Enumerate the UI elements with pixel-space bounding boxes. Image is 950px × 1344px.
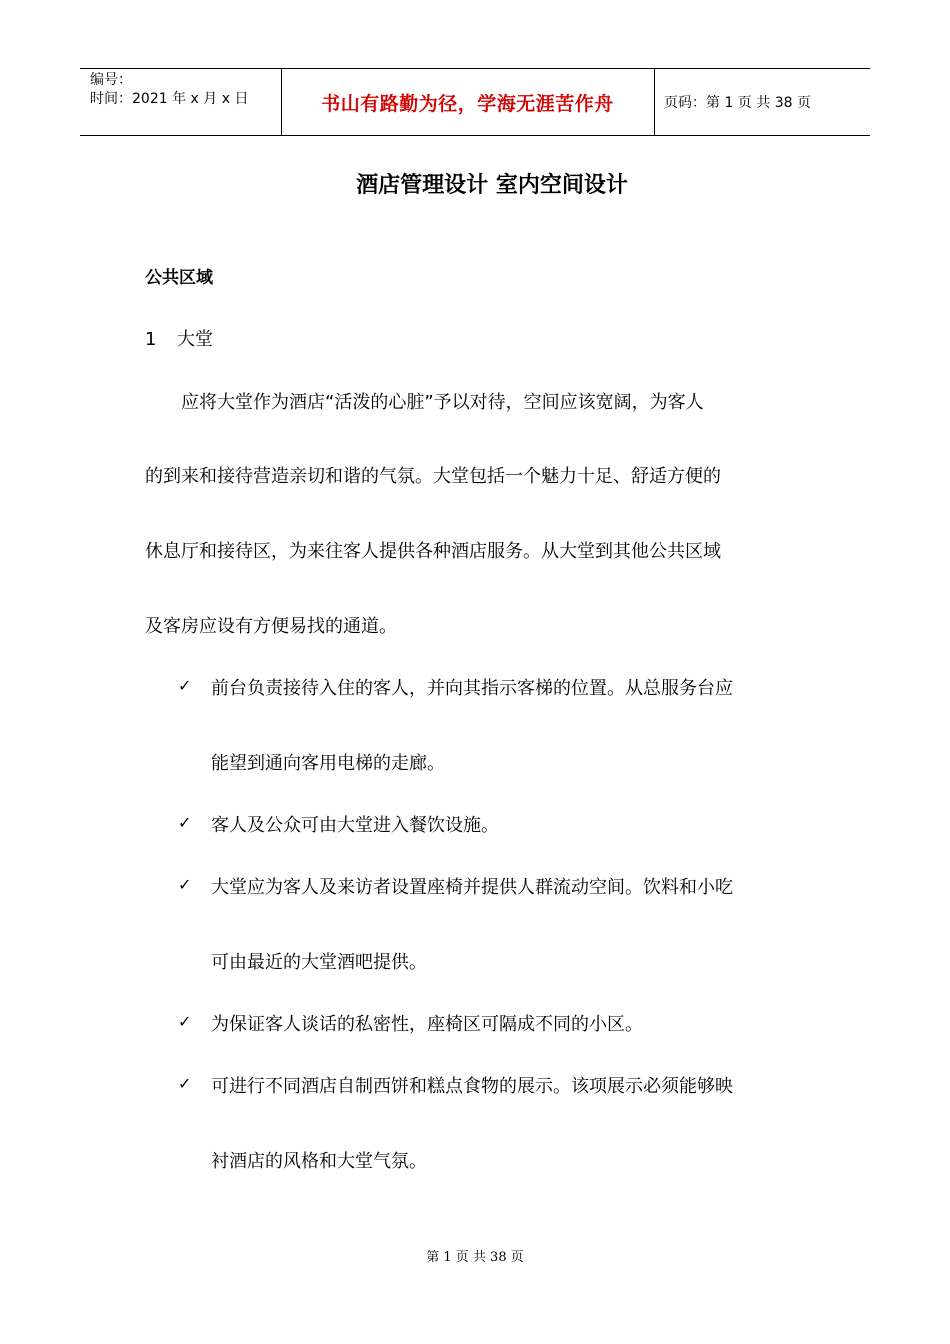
bullet-line: 可由最近的大堂酒吧提供。 <box>211 952 427 973</box>
bullet-line: 能望到通向客用电梯的走廊。 <box>211 753 445 774</box>
header-number-label: 编号： <box>90 72 132 88</box>
paragraph-line: 及客房应设有方便易找的通道。 <box>145 616 397 637</box>
paragraph-line: 休息厅和接待区，为来往客人提供各种酒店服务。从大堂到其他公共区域 <box>145 541 721 562</box>
paragraph-line: 的到来和接待营造亲切和谐的气氛。大堂包括一个魅力十足、舒适方便的 <box>145 466 721 487</box>
bullet-line: 大堂应为客人及来访者设置座椅并提供人群流动空间。饮料和小吃 <box>211 877 733 898</box>
bullet-line: 前台负责接待入住的客人，并向其指示客梯的位置。从总服务台应 <box>211 678 733 699</box>
checkmark-icon: ✓ <box>178 1012 192 1031</box>
checkmark-icon: ✓ <box>178 813 192 832</box>
header-date-label: 时间：2021 年 x 月 x 日 <box>90 91 249 107</box>
header-table <box>80 68 870 136</box>
subsection-number: 1 <box>145 329 157 350</box>
subsection-title: 大堂 <box>177 329 213 350</box>
checkmark-icon: ✓ <box>178 676 192 695</box>
header-page-info: 页码：第 1 页 共 38 页 <box>664 95 811 111</box>
bullet-line: 可进行不同酒店自制西饼和糕点食物的展示。该项展示必须能够映 <box>211 1076 733 1097</box>
page-footer: 第 1 页 共 38 页 <box>426 1250 524 1265</box>
checkmark-icon: ✓ <box>178 875 192 894</box>
header-meta <box>90 71 248 109</box>
bullet-line: 客人及公众可由大堂进入餐饮设施。 <box>211 815 499 836</box>
checkmark-icon: ✓ <box>178 1074 192 1093</box>
header-motto: 书山有路勤为径，学海无涯苦作舟 <box>321 92 614 115</box>
document-title: 酒店管理设计 室内空间设计 <box>356 173 628 198</box>
section-heading: 公共区域 <box>145 268 213 288</box>
bullet-line: 为保证客人谈话的私密性，座椅区可隔成不同的小区。 <box>211 1014 643 1035</box>
paragraph-line: 应将大堂作为酒店“活泼的心脏”予以对待，空间应该宽阔，为客人 <box>181 392 704 413</box>
header-divider <box>654 69 655 135</box>
bullet-line: 衬酒店的风格和大堂气氛。 <box>211 1151 427 1172</box>
subsection-heading <box>145 325 213 351</box>
